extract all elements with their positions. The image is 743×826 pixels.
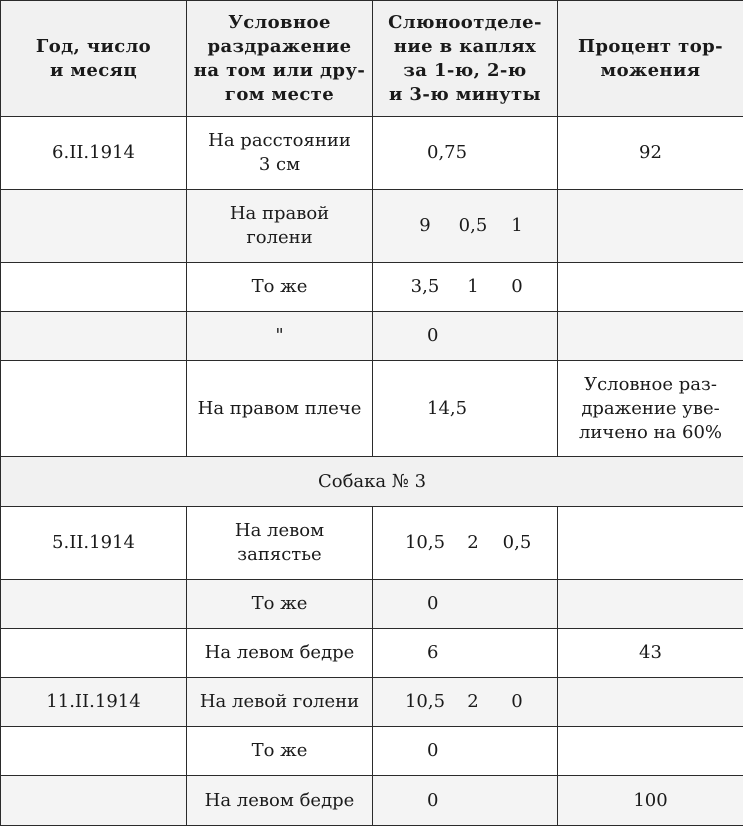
- salivation-cell: [373, 263, 558, 312]
- drops-value: 0: [495, 690, 539, 714]
- table-row: [1, 629, 743, 678]
- table-row: [1, 580, 743, 629]
- date-cell: [1, 776, 187, 826]
- group-row: [1, 457, 743, 507]
- header-stimulus-line: на том или дру-: [187, 59, 372, 83]
- stimulus-place-cell: [187, 312, 373, 361]
- drops-values: [373, 397, 557, 421]
- drops-values: [373, 690, 557, 714]
- stimulus-place-line: На правой: [187, 202, 372, 226]
- table-row: [1, 727, 743, 776]
- inhibition-percent-cell: [558, 776, 743, 826]
- header-date-line: Год, число: [1, 35, 186, 59]
- drops-value: 10,5: [399, 531, 451, 555]
- drops-values: [373, 141, 557, 165]
- salivation-cell: [373, 580, 558, 629]
- drops-value: 0: [399, 739, 438, 763]
- salivation-cell: [373, 507, 558, 580]
- header-stimulus: [187, 1, 373, 117]
- inhibition-percent-line: 92: [558, 141, 743, 165]
- stimulus-place-line: На левом: [187, 519, 372, 543]
- inhibition-percent-cell: [558, 117, 743, 190]
- drops-value: 1: [495, 214, 539, 238]
- header-stimulus-line: раздражение: [187, 35, 372, 59]
- drops-values: [373, 641, 557, 665]
- drops-values: [373, 531, 557, 555]
- stimulus-place-cell: [187, 507, 373, 580]
- drops-value: 2: [451, 531, 495, 555]
- drops-value: 14,5: [399, 397, 467, 421]
- stimulus-place-cell: [187, 629, 373, 678]
- inhibition-percent-cell: [558, 727, 743, 776]
- drops-value: 0,5: [451, 214, 495, 238]
- header-salivation-line: и 3-ю минуты: [373, 83, 557, 107]
- stimulus-place-line: ": [187, 324, 372, 348]
- stimulus-place-line: 3 см: [187, 153, 372, 177]
- drops-value: 0: [399, 592, 438, 616]
- salivation-cell: [373, 678, 558, 727]
- inhibition-percent-cell: [558, 361, 743, 457]
- drops-value: 0,5: [495, 531, 539, 555]
- header-stimulus-line: гом месте: [187, 83, 372, 107]
- stimulus-place-line: На левой голени: [187, 690, 372, 714]
- inhibition-percent-cell: [558, 190, 743, 263]
- date-cell: 5.II.1914: [1, 507, 187, 580]
- drops-value: 3,5: [399, 275, 451, 299]
- stimulus-place-cell: [187, 580, 373, 629]
- drops-value: 1: [451, 275, 495, 299]
- stimulus-place-cell: [187, 727, 373, 776]
- date-cell: [1, 580, 187, 629]
- date-cell: [1, 361, 187, 457]
- stimulus-place-cell: [187, 263, 373, 312]
- inhibition-percent-line: Условное раз-: [558, 373, 743, 397]
- table-row: [1, 776, 743, 826]
- header-salivation-line: ние в каплях: [373, 35, 557, 59]
- drops-value: 0: [399, 324, 438, 348]
- header-salivation-line: за 1-ю, 2-ю: [373, 59, 557, 83]
- header-salivation-line: Слюноотделе-: [373, 11, 557, 35]
- date-cell: 6.II.1914: [1, 117, 187, 190]
- salivation-cell: [373, 190, 558, 263]
- drops-value: 0: [495, 275, 539, 299]
- table-row: [1, 263, 743, 312]
- stimulus-place-line: На расстоянии: [187, 129, 372, 153]
- date-cell: [1, 263, 187, 312]
- header-stimulus-line: Условное: [187, 11, 372, 35]
- inhibition-percent-cell: [558, 580, 743, 629]
- drops-values: [373, 324, 557, 348]
- stimulus-place-cell: [187, 361, 373, 457]
- inhibition-percent-line: личено на 60%: [558, 421, 743, 445]
- table-row: [1, 312, 743, 361]
- table-row: [1, 361, 743, 457]
- date-cell: [1, 312, 187, 361]
- inhibition-percent-line: 100: [558, 789, 743, 813]
- drops-value: 0: [399, 789, 438, 813]
- stimulus-place-line: На правом плече: [187, 397, 372, 421]
- group-label: Собака № 3: [1, 457, 743, 507]
- stimulus-place-line: На левом бедре: [187, 789, 372, 813]
- header-salivation: [373, 1, 558, 117]
- salivation-cell: [373, 361, 558, 457]
- inhibition-percent-line: дражение уве-: [558, 397, 743, 421]
- header-date-line: и месяц: [1, 59, 186, 83]
- inhibition-percent-cell: [558, 507, 743, 580]
- inhibition-percent-cell: [558, 629, 743, 678]
- stimulus-place-line: То же: [187, 275, 372, 299]
- table-row: [1, 507, 743, 580]
- table-row: [1, 678, 743, 727]
- salivation-cell: [373, 312, 558, 361]
- drops-value: 6: [399, 641, 438, 665]
- stimulus-place-line: голени: [187, 226, 372, 250]
- drops-values: [373, 789, 557, 813]
- table-row: [1, 190, 743, 263]
- date-cell: 11.II.1914: [1, 678, 187, 727]
- stimulus-place-cell: [187, 190, 373, 263]
- stimulus-place-line: То же: [187, 592, 372, 616]
- date-cell: [1, 629, 187, 678]
- stimulus-place-cell: [187, 776, 373, 826]
- salivation-cell: [373, 117, 558, 190]
- drops-value: 0,75: [399, 141, 467, 165]
- salivation-cell: [373, 776, 558, 826]
- header-inhibition-line: можения: [558, 59, 743, 83]
- drops-value: 10,5: [399, 690, 451, 714]
- stimulus-place-line: На левом бедре: [187, 641, 372, 665]
- header-date: [1, 1, 187, 117]
- inhibition-percent-cell: [558, 678, 743, 727]
- drops-value: 9: [399, 214, 451, 238]
- header-row: [1, 1, 743, 117]
- stimulus-place-cell: [187, 678, 373, 727]
- stimulus-place-line: запястье: [187, 543, 372, 567]
- salivation-cell: [373, 629, 558, 678]
- drops-values: [373, 275, 557, 299]
- inhibition-percent-line: 43: [558, 641, 743, 665]
- drops-values: [373, 739, 557, 763]
- inhibition-percent-cell: [558, 263, 743, 312]
- inhibition-percent-cell: [558, 312, 743, 361]
- table-row: [1, 117, 743, 190]
- date-cell: [1, 727, 187, 776]
- header-inhibition: [558, 1, 743, 117]
- drops-value: 2: [451, 690, 495, 714]
- stimulus-place-cell: [187, 117, 373, 190]
- drops-values: [373, 592, 557, 616]
- date-cell: [1, 190, 187, 263]
- salivation-cell: [373, 727, 558, 776]
- header-inhibition-line: Процент тор-: [558, 35, 743, 59]
- stimulus-place-line: То же: [187, 739, 372, 763]
- drops-values: [373, 214, 557, 238]
